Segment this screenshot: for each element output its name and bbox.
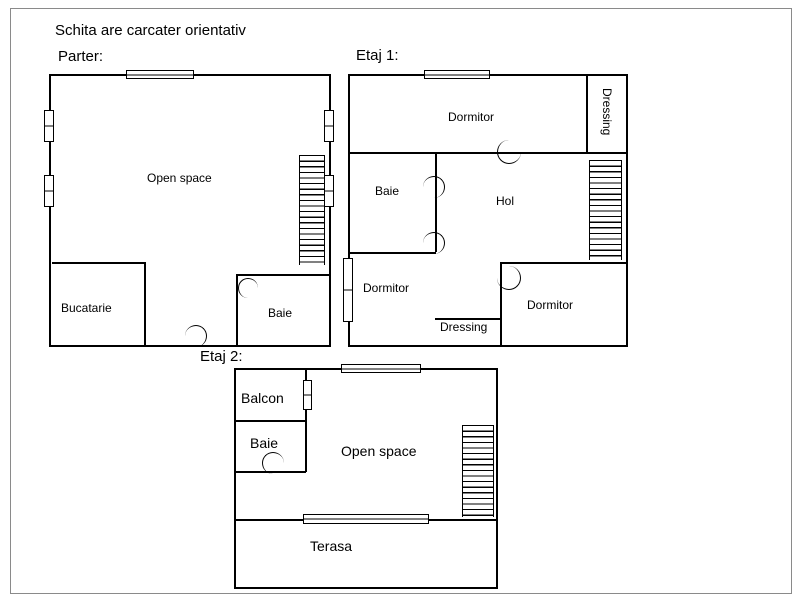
wall-kitchen-right [144,262,146,346]
window-top [126,70,194,79]
wall-left [234,368,236,588]
wall-balcon-bottom [234,420,306,422]
wall-right [626,74,628,346]
room-label-baie: Baie [375,184,400,198]
wall-dormitor-br-top [500,262,628,264]
wall-bottom [348,345,628,347]
room-label-balcon: Balcon [241,390,284,406]
room-label-hol: Hol [496,194,515,208]
door-arc-baie [262,452,284,474]
window-top [424,70,490,79]
room-label-baie: Baie [268,306,293,320]
window-right-lower [324,175,334,207]
window-left-lower [44,175,54,207]
door-arc-hol [423,232,445,254]
window-terasa [303,514,429,524]
wall-baie-right [305,420,307,472]
room-label-baie: Baie [250,435,279,451]
wall-kitchen-top [52,262,146,264]
page-title: Schita are carcater orientativ [55,22,246,39]
window-top [341,364,421,373]
room-label-dormitor-left: Dormitor [363,281,410,295]
wall-bath-top [236,274,330,276]
window-balcon [303,380,312,410]
wall-right [496,368,498,588]
wall-baie-bottom [348,252,436,254]
window-right-upper [324,110,334,142]
door-arc-dormitor-bottom [497,266,521,290]
room-label-dormitor-top: Dormitor [448,110,495,124]
wall-bottom [234,587,498,589]
page-border [10,8,792,594]
door-arc-kitchen [185,325,207,347]
window-left-upper [44,110,54,142]
door-arc-dormitor-top [497,140,521,164]
room-label-bucatarie: Bucatarie [61,301,112,315]
stairs-etaj1 [589,160,622,260]
room-label-open-space: Open space [341,443,417,459]
room-label-dormitor-right: Dormitor [527,298,574,312]
stairs-parter [299,155,325,265]
window-left [343,258,353,322]
floor-label-etaj1: Etaj 1: [356,47,399,64]
floor-label-etaj2: Etaj 2: [200,348,243,365]
stairs-etaj2 [462,425,494,517]
door-arc-baie [423,176,445,198]
room-label-dressing-top: Dressing [600,88,614,136]
room-label-dressing-bottom: Dressing [440,320,488,334]
wall-dressing-top-left [586,74,588,152]
floor-label-parter: Parter: [58,48,104,65]
room-label-open-space: Open space [147,171,212,185]
room-label-terasa: Terasa [310,538,353,554]
wall-divider-upper [348,152,628,154]
door-arc-bath [238,278,258,298]
